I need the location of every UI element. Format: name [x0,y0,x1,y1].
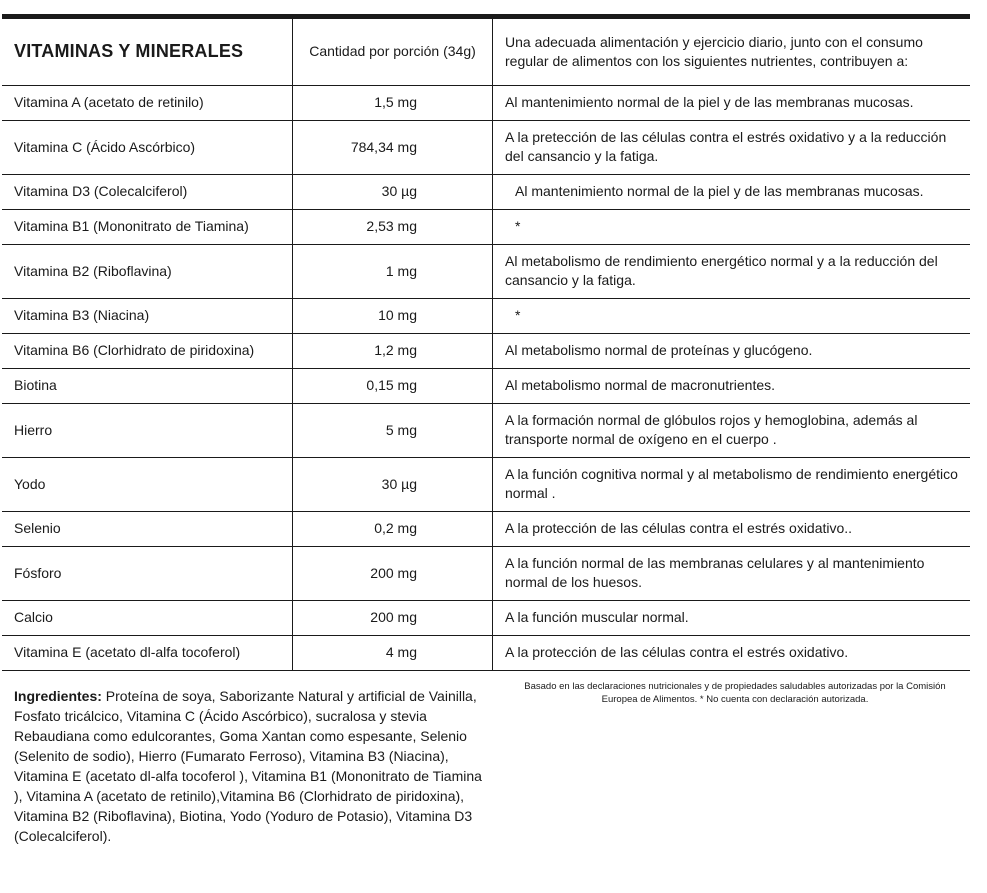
nutrient-quantity: 30 µg [293,174,493,209]
table-row [2,174,970,209]
nutrient-claim: * [493,298,971,333]
nutrient-name: Vitamina B2 (Riboflavina) [2,244,293,298]
nutrient-quantity: 10 mg [293,298,493,333]
nutrient-quantity: 5 mg [293,403,493,457]
nutrient-claim: Al mantenimiento normal de la piel y de las membranas mucosas. [493,85,971,120]
nutrient-name: Selenio [2,511,293,546]
header-claim: Una adecuada alimentación y ejercicio diario, junto con el consumo regular de alimentos con los siguientes nutrientes, contribuyen a: [493,19,971,85]
table-row [2,368,970,403]
nutrient-claim: A la pretección de las células contra el estrés oxidativo y a la reducción del cansancio y la fatiga. [493,120,971,174]
nutrient-name: Vitamina B1 (Mononitrato de Tiamina) [2,209,293,244]
nutrient-claim: A la función normal de las membranas celulares y al mantenimiento normal de los huesos. [493,546,971,600]
ingredients-text: Proteína de soya, Saborizante Natural y artificial de Vainilla, Fosfato tricálcico, Vitamina C (Ácido Ascórbico), sucralosa y stevia Rebaudiana como edulcorantes, Goma Xantan como espesante, Selenio (Selenito de sodio), Hierro (Fumarato Ferroso), Vitamina B3 (Niacina), Vitamina E (acetato dl-alfa tocoferol ), Vitamina B1 (Mononitrato de Tiamina ), Vitamina A (acetato de retinilo),Vitamina B6 (Clorhidrato de piridoxina), Vitamina B2 (Riboflavina), Biotina, Yodo (Yoduro de Potasio), Vitamina D3 (Colecalciferol). [14,688,482,844]
nutrient-name: Yodo [2,457,293,511]
nutrient-claim: * [493,209,971,244]
nutrient-claim: Al mantenimiento normal de la piel y de las membranas mucosas. [493,174,971,209]
footnote: Basado en las declaraciones nutricionales y de propiedades saludables autorizadas por la Comisión Europea de Alimentos. * No cuenta con declaración autorizada. [524,681,946,705]
table-header-row [2,19,970,85]
table-row [2,120,970,174]
table-row [2,600,970,635]
table-row [2,333,970,368]
nutrition-table [2,19,970,671]
nutrient-name: Vitamina E (acetato dl-alfa tocoferol) [2,635,293,670]
ingredients-label: Ingredientes: [14,688,102,704]
nutrient-quantity: 200 mg [293,546,493,600]
nutrient-quantity: 30 µg [293,457,493,511]
table-row [2,546,970,600]
nutrient-name: Vitamina B3 (Niacina) [2,298,293,333]
nutrient-claim: A la función muscular normal. [493,600,971,635]
nutrient-claim: Al metabolismo normal de macronutrientes. [493,368,971,403]
table-row [2,209,970,244]
nutrient-claim: Al metabolismo normal de proteínas y glucógeno. [493,333,971,368]
table-row [2,635,970,670]
nutrient-quantity: 1,5 mg [293,85,493,120]
table-row [2,403,970,457]
nutrient-name: Hierro [2,403,293,457]
nutrient-claim: A la protección de las células contra el estrés oxidativo.. [493,511,971,546]
nutrient-quantity: 0,2 mg [293,511,493,546]
nutrient-quantity: 2,53 mg [293,209,493,244]
nutrient-quantity: 1 mg [293,244,493,298]
nutrient-name: Vitamina B6 (Clorhidrato de piridoxina) [2,333,293,368]
nutrient-quantity: 4 mg [293,635,493,670]
nutrient-quantity: 200 mg [293,600,493,635]
nutrient-name: Vitamina C (Ácido Ascórbico) [2,120,293,174]
nutrient-claim: A la función cognitiva normal y al metabolismo de rendimiento energético normal . [493,457,971,511]
table-row [2,244,970,298]
table-row [2,457,970,511]
table-row [2,85,970,120]
nutrient-claim: A la protección de las células contra el estrés oxidativo. [493,635,971,670]
nutrient-quantity: 784,34 mg [293,120,493,174]
nutrient-name: Fósforo [2,546,293,600]
nutrient-name: Biotina [2,368,293,403]
header-title: VITAMINAS Y MINERALES [2,19,293,85]
nutrient-name: Vitamina D3 (Colecalciferol) [2,174,293,209]
header-quantity: Cantidad por porción (34g) [293,19,493,85]
table-row [2,298,970,333]
nutrient-claim: A la formación normal de glóbulos rojos y hemoglobina, además al transporte normal de oxígeno en el cuerpo . [493,403,971,457]
nutrient-claim: Al metabolismo de rendimiento energético normal y a la reducción del cansancio y la fatiga. [493,244,971,298]
table-row [2,511,970,546]
ingredients-block [14,686,484,846]
nutrient-quantity: 0,15 mg [293,368,493,403]
nutrient-quantity: 1,2 mg [293,333,493,368]
nutrient-name: Vitamina A (acetato de retinilo) [2,85,293,120]
nutrient-name: Calcio [2,600,293,635]
